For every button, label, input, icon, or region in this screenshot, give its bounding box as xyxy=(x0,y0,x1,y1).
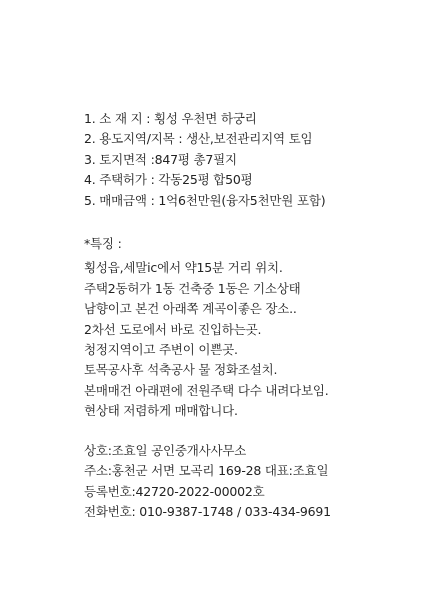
summary-housing-permit: 4. 주택허가 : 각동25평 합50평 xyxy=(84,172,253,188)
summary-zoning: 2. 용도지역/지목 : 생산,보전관리지역 토임 xyxy=(84,131,313,147)
feature-item: 현상태 저렴하게 매매합니다. xyxy=(84,403,238,419)
feature-item: 주택2동허가 1동 건축중 1동은 기소상태 xyxy=(84,280,301,296)
agency-contact xyxy=(84,441,433,523)
summary-sale-price: 5. 매매금액 : 1억6천만원(융자5천만원 포함) xyxy=(84,192,326,208)
agency-address: 주소:홍천군 서면 모곡리 169-28 대표:조효일 xyxy=(84,463,329,479)
features-heading: *특징 : xyxy=(84,236,122,251)
summary-location: 1. 소 재 지 : 횡성 우천면 하궁리 xyxy=(84,111,257,126)
agency-phone: 전화번호: 010-9387-1748 / 033-434-9691 xyxy=(84,504,331,520)
feature-item: 청정지역이고 주변이 이쁜곳. xyxy=(84,341,238,357)
feature-item: 남향이고 본건 아래쪽 계곡이좋은 장소.. xyxy=(84,301,297,317)
feature-item: 토목공사후 석축공사 물 정화조설치. xyxy=(84,362,278,378)
property-features xyxy=(84,234,433,422)
feature-item: 본매매건 아래편에 전원주택 다수 내려다보임. xyxy=(84,382,329,398)
feature-item: 횡성읍,세말ic에서 약15분 거리 위치. xyxy=(84,260,283,276)
property-summary xyxy=(84,109,433,211)
summary-land-area: 3. 토지면적 :847평 총7필지 xyxy=(84,151,237,167)
agency-name: 상호:조효일 공인중개사사무소 xyxy=(84,443,247,458)
agency-registration-number: 등록번호:42720-2022-00002호 xyxy=(84,483,265,499)
feature-item: 2차선 도로에서 바로 진입하는곳. xyxy=(84,321,262,337)
